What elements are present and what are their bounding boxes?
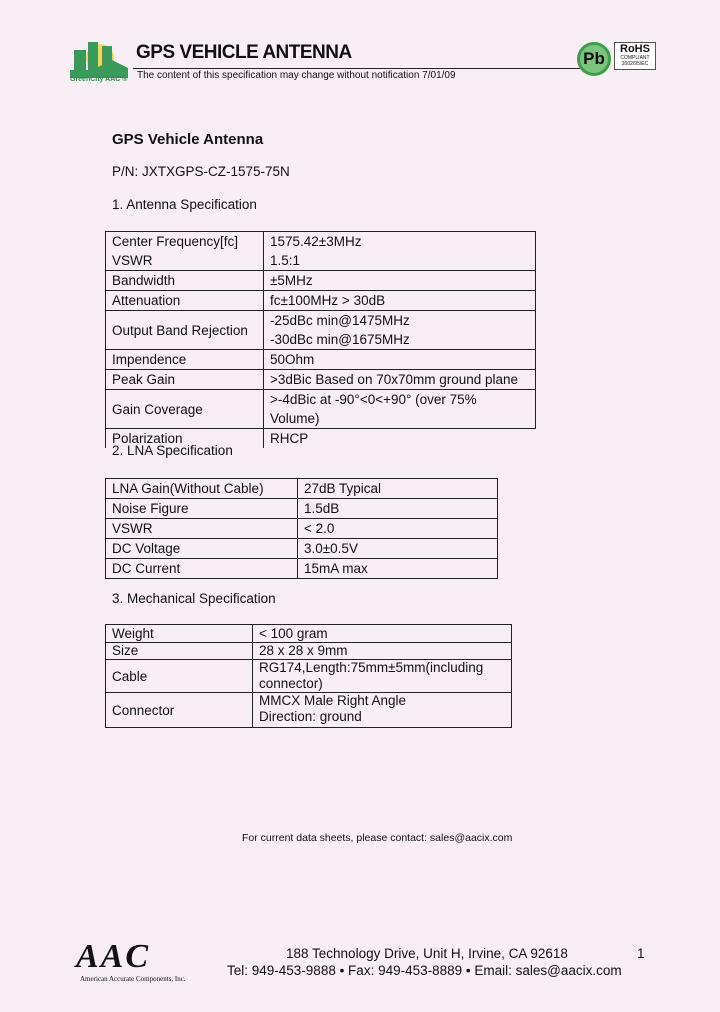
rohs-badge bbox=[614, 42, 656, 70]
spec-value: RHCP bbox=[264, 429, 536, 449]
spec-label: DC Voltage bbox=[106, 539, 298, 559]
doc-heading: GPS Vehicle Antenna bbox=[112, 131, 264, 148]
spec-label: Output Band Rejection bbox=[106, 311, 264, 350]
spec-label: Connector bbox=[106, 693, 253, 728]
spec-label: Center Frequency[fc] bbox=[106, 232, 264, 252]
spec-label: Polarization bbox=[106, 429, 264, 449]
spec-value: 1575.42±3MHz bbox=[264, 232, 536, 252]
document-title: GPS VEHICLE ANTENNA bbox=[136, 42, 352, 63]
table-row bbox=[106, 370, 536, 390]
spec-label: VSWR bbox=[106, 251, 264, 271]
spec-label: Cable bbox=[106, 660, 253, 693]
table-row bbox=[106, 291, 536, 311]
table-row bbox=[106, 271, 536, 291]
mechanical-spec-table bbox=[105, 624, 512, 728]
table-row bbox=[106, 390, 536, 429]
spec-value bbox=[253, 693, 512, 728]
company-name: American Accurate Components, Inc. bbox=[80, 975, 186, 983]
spec-value-line: Direction: ground bbox=[259, 709, 362, 724]
spec-value: < 100 gram bbox=[253, 625, 512, 643]
rohs-directive: 2002/95/EC bbox=[621, 61, 649, 67]
table-row bbox=[106, 350, 536, 370]
spec-label: Weight bbox=[106, 625, 253, 643]
spec-value-line: MMCX Male Right Angle bbox=[259, 693, 407, 708]
spec-value: >3dBic Based on 70x70mm ground plane bbox=[264, 370, 536, 390]
table-row bbox=[106, 660, 512, 693]
spec-label: DC Current bbox=[106, 559, 298, 579]
logo-text: GreenCity AAC ® bbox=[70, 76, 128, 83]
section-title: 2. LNA Specification bbox=[112, 443, 233, 458]
pb-label: Pb bbox=[583, 49, 605, 68]
table-row bbox=[106, 625, 512, 643]
spec-value: 27dB Typical bbox=[298, 479, 498, 499]
header-rule bbox=[133, 68, 580, 69]
address: 188 Technology Drive, Unit H, Irvine, CA 92618 bbox=[286, 946, 568, 961]
spec-value: 28 x 28 x 9mm bbox=[253, 643, 512, 660]
spec-label: Peak Gain bbox=[106, 370, 264, 390]
table-row bbox=[106, 311, 536, 350]
greencity-logo bbox=[66, 36, 130, 86]
spec-value-line: connector) bbox=[259, 676, 323, 691]
contact-note: For current data sheets, please contact: sales@aacix.com bbox=[242, 832, 513, 844]
table-row bbox=[106, 232, 536, 252]
antenna-spec-table bbox=[105, 231, 536, 448]
spec-label: Attenuation bbox=[106, 291, 264, 311]
table-row bbox=[106, 693, 512, 728]
spec-value: fc±100MHz > 30dB bbox=[264, 291, 536, 311]
table-row bbox=[106, 499, 498, 519]
spec-label: Size bbox=[106, 643, 253, 660]
table-row bbox=[106, 559, 498, 579]
part-number: P/N: JXTXGPS-CZ-1575-75N bbox=[112, 164, 290, 179]
spec-value: 3.0±0.5V bbox=[298, 539, 498, 559]
spec-value: ±5MHz bbox=[264, 271, 536, 291]
spec-label: LNA Gain(Without Cable) bbox=[106, 479, 298, 499]
spec-label: VSWR bbox=[106, 519, 298, 539]
spec-value-line: -30dBc min@1675MHz bbox=[270, 332, 410, 347]
section-title: 3. Mechanical Specification bbox=[112, 591, 276, 606]
spec-value: >-4dBic at -90°<0<+90° (over 75% Volume) bbox=[264, 390, 536, 429]
spec-label: Gain Coverage bbox=[106, 390, 264, 429]
spec-label: Bandwidth bbox=[106, 271, 264, 291]
spec-value-line: RG174,Length:75mm±5mm(including bbox=[259, 660, 484, 675]
contact-info: Tel: 949-453-9888 • Fax: 949-453-8889 • Email: sales@aacix.com bbox=[227, 963, 622, 978]
rohs-compliant: COMPLIANT bbox=[620, 55, 650, 61]
section-title: 1. Antenna Specification bbox=[112, 197, 257, 212]
spec-value: 15mA max bbox=[298, 559, 498, 579]
rohs-label: RoHS bbox=[620, 43, 650, 55]
table-row bbox=[106, 479, 498, 499]
table-row bbox=[106, 251, 536, 271]
table-row bbox=[106, 519, 498, 539]
spec-label: Noise Figure bbox=[106, 499, 298, 519]
spec-value bbox=[264, 311, 536, 350]
table-row bbox=[106, 643, 512, 660]
change-notice: The content of this specification may change without notification 7/01/09 bbox=[137, 70, 456, 81]
spec-value bbox=[253, 660, 512, 693]
spec-label: Impendence bbox=[106, 350, 264, 370]
spec-value: 1.5dB bbox=[298, 499, 498, 519]
spec-value: 1.5:1 bbox=[264, 251, 536, 271]
spec-value: < 2.0 bbox=[298, 519, 498, 539]
lna-spec-table bbox=[105, 478, 498, 579]
spec-value: 50Ohm bbox=[264, 350, 536, 370]
lead-free-icon bbox=[577, 42, 611, 76]
aac-logo: AAC bbox=[76, 938, 151, 975]
page-number: 1 bbox=[637, 946, 645, 961]
spec-value-line: -25dBc min@1475MHz bbox=[270, 313, 410, 328]
table-row bbox=[106, 539, 498, 559]
